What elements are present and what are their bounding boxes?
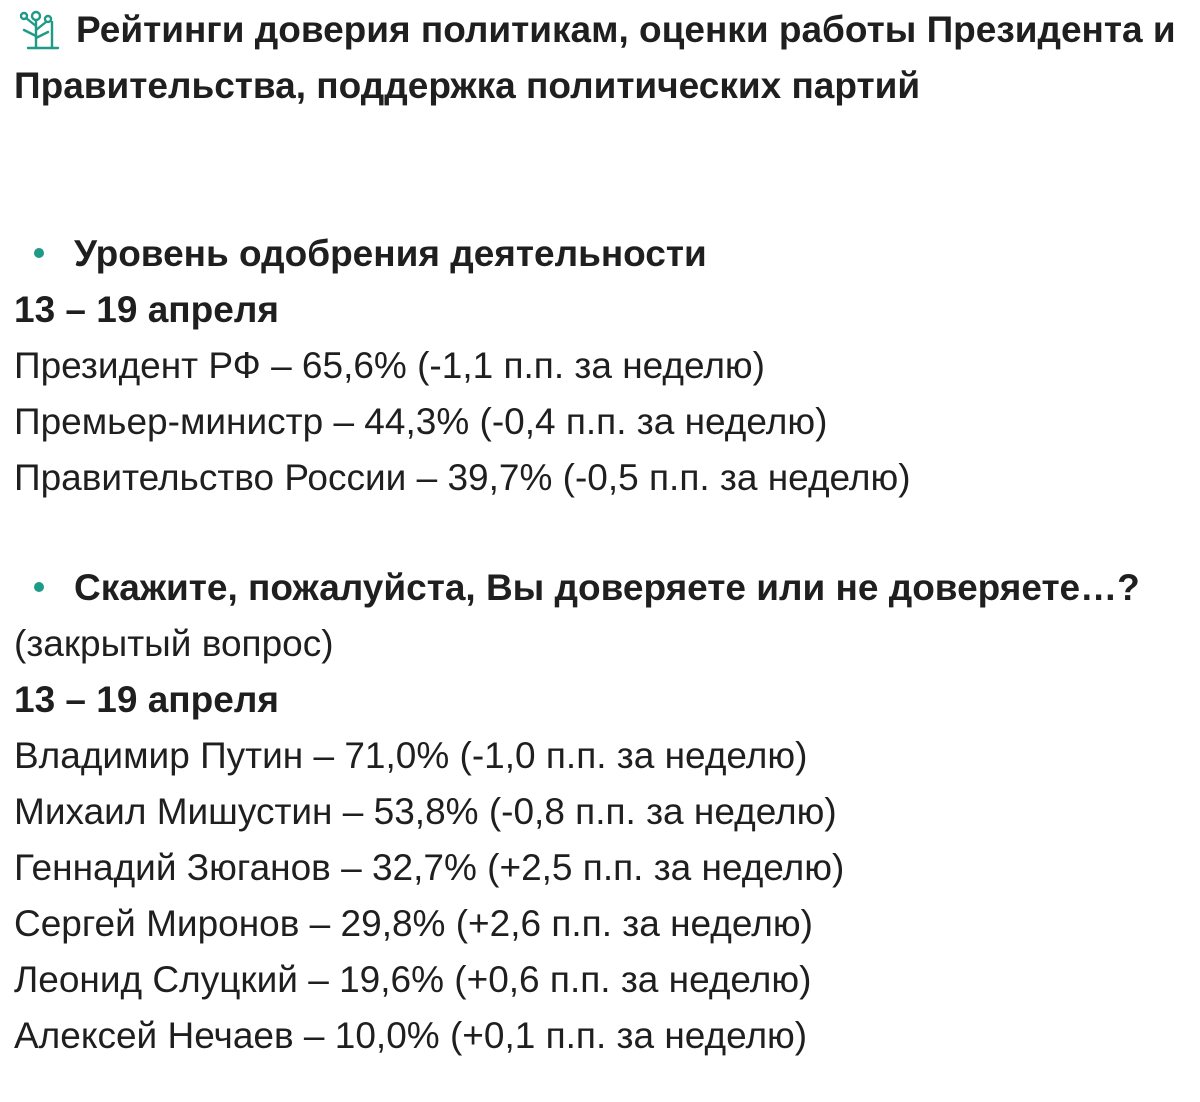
section1-heading-row	[14, 226, 1186, 282]
section1-item: Правительство России – 39,7% (-0,5 п.п. за неделю)	[14, 457, 911, 498]
section1-period: 13 – 19 апреля	[14, 289, 279, 330]
section2-item: Михаил Мишустин – 53,8% (-0,8 п.п. за неделю)	[14, 791, 837, 832]
post-title-block	[14, 2, 1186, 114]
section2-heading-row	[14, 560, 1186, 672]
section2-heading-note: (закрытый вопрос)	[14, 623, 334, 664]
section2-item: Владимир Путин – 71,0% (-1,0 п.п. за неделю)	[14, 735, 808, 776]
section1-heading: Уровень одобрения деятельности	[74, 233, 707, 274]
section2-item: Сергей Миронов – 29,8% (+2,6 п.п. за неделю)	[14, 903, 813, 944]
section1-item: Президент РФ – 65,6% (-1,1 п.п. за неделю)	[14, 345, 766, 386]
plant-icon	[14, 8, 66, 50]
section1-item: Премьер-министр – 44,3% (-0,4 п.п. за неделю)	[14, 401, 828, 442]
section2-item: Алексей Нечаев – 10,0% (+0,1 п.п. за неделю)	[14, 1015, 808, 1056]
section2-item: Геннадий Зюганов – 32,7% (+2,5 п.п. за неделю)	[14, 847, 845, 888]
bullet-dot-icon	[34, 248, 44, 258]
section2-heading: Скажите, пожалуйста, Вы доверяете или не доверяете…?	[74, 567, 1140, 608]
section2-item: Леонид Слуцкий – 19,6% (+0,6 п.п. за неделю)	[14, 959, 812, 1000]
bullet-dot-icon	[34, 582, 44, 592]
section2-period: 13 – 19 апреля	[14, 679, 279, 720]
post-title: Рейтинги доверия политикам, оценки работы Президента и Правительства, поддержка политических партий	[14, 9, 1176, 106]
